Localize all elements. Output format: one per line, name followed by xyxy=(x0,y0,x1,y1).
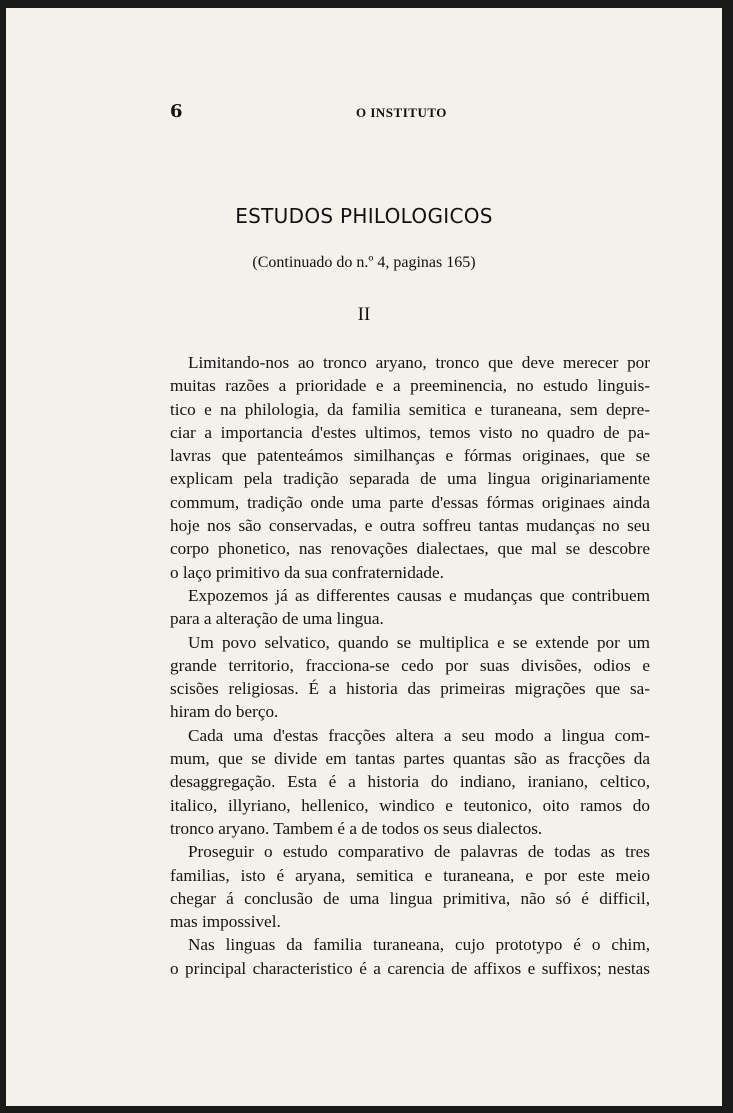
text-line: para a alteração de uma lingua. xyxy=(170,609,384,629)
text-line: o laço primitivo da sua confraternidade. xyxy=(170,562,444,582)
section-number: II xyxy=(357,304,371,325)
text-line: commum, tradição onde uma parte d'essas fórmas originaes ainda xyxy=(170,492,650,512)
text-line: italico, illyriano, hellenico, windico e teutonico, oito ramos do xyxy=(170,795,650,815)
text-line: explicam pela tradição separada de uma lingua originariamente xyxy=(170,469,650,489)
text-line: hoje nos são conservadas, e outra soffreu tantas mudanças no seu xyxy=(170,516,650,536)
article-title: ESTUDOS PHILOLOGICOS xyxy=(235,204,493,228)
text-line: muitas razões a prioridade e a preeminencia, no estudo linguis- xyxy=(170,376,650,396)
text-line: Nas linguas da familia turaneana, cujo prototypo é o chim, xyxy=(188,935,650,955)
text-line: Limitando-nos ao tronco aryano, tronco que deve merecer por xyxy=(188,353,650,372)
page-header xyxy=(6,101,722,125)
text-line: o principal characteristico é a carencia de affixos e suffixos; nestas xyxy=(170,958,650,978)
page-number: 6 xyxy=(170,101,183,122)
book-page xyxy=(6,8,722,1106)
article-subtitle: (Continuado do n.º 4, paginas 165) xyxy=(252,254,476,271)
body-text xyxy=(170,351,650,980)
text-line: ciar a importancia d'estes ultimos, temos visto no quadro de pa- xyxy=(170,422,650,442)
text-line: mas impossivel. xyxy=(170,912,281,932)
text-line: Expozemos já as differentes causas e mudanças que contribuem xyxy=(188,585,650,605)
text-line: mum, que se divide em tantas partes quantas são as fracções da xyxy=(170,749,650,769)
text-line: chegar á conclusão de uma lingua primitiva, não só é difficil, xyxy=(170,888,650,908)
text-line: desaggregação. Esta é a historia do indiano, iraniano, celtico, xyxy=(170,772,650,792)
running-title: O INSTITUTO xyxy=(356,105,447,120)
text-line: grande territorio, fracciona-se cedo por suas divisões, odios e xyxy=(170,655,650,675)
text-line: tico e na philologia, da familia semitica e turaneana, sem depre- xyxy=(170,399,650,419)
text-line: Cada uma d'estas fracções altera a seu modo a lingua com- xyxy=(188,725,650,745)
text-line: Proseguir o estudo comparativo de palavras de todas as tres xyxy=(188,842,650,862)
text-line: tronco aryano. Tambem é a de todos os seus dialectos. xyxy=(170,818,543,838)
text-line: lavras que patenteámos similhanças e fórmas originaes, que se xyxy=(170,446,650,466)
text-line: Um povo selvatico, quando se multiplica e se extende por um xyxy=(188,632,650,652)
text-line: corpo phonetico, nas renovações dialectaes, que mal se descobre xyxy=(170,539,650,559)
text-line: hiram do berço. xyxy=(170,702,279,722)
text-line: familias, isto é aryana, semitica e turaneana, e por este meio xyxy=(170,865,650,885)
text-line: scisões religiosas. É a historia das primeiras migrações que sa- xyxy=(170,679,650,699)
